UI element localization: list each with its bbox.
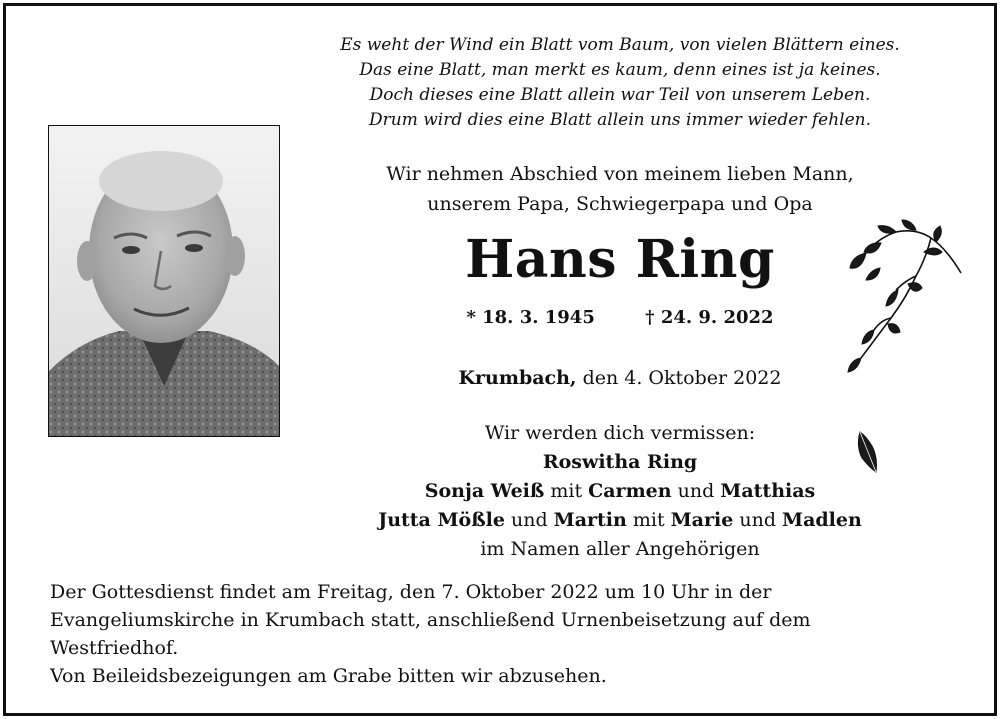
connector: mit [626, 509, 671, 531]
place: Krumbach, [458, 367, 577, 389]
deceased-name: Hans Ring [465, 229, 775, 290]
mourners-list [300, 419, 940, 564]
portrait-photo [48, 125, 280, 437]
mourner-name: Jutta Mößle [378, 509, 505, 531]
footer-line: Evangeliumskirche in Krumbach statt, anschließend Urnenbeisetzung auf dem [50, 609, 811, 631]
date: den 4. Oktober 2022 [576, 367, 782, 389]
mourner-name: Sonja Weiß [424, 480, 545, 502]
mourner-name: Madlen [782, 509, 862, 531]
service-information [50, 578, 950, 690]
leaf-branch-icon [836, 218, 966, 378]
mourner-line [300, 477, 940, 506]
mourners-intro: Wir werden dich vermissen: [484, 422, 756, 444]
mourner-line [300, 448, 940, 477]
connector: und [671, 480, 721, 502]
birth-date: * 18. 3. 1945 [466, 307, 595, 328]
mourner-name: Marie [670, 509, 734, 531]
poem [300, 33, 940, 133]
footer-line: Westfriedhof. [50, 637, 179, 659]
mourner-name: Matthias [720, 480, 816, 502]
poem-line: Es weht der Wind ein Blatt vom Baum, von vielen Blättern eines. [340, 35, 900, 55]
poem-line: Doch dieses eine Blatt allein war Teil von unserem Leben. [369, 85, 871, 105]
death-date: † 24. 9. 2022 [645, 307, 774, 328]
falling-leaf-icon [852, 428, 880, 476]
footer-line: Der Gottesdienst findet am Freitag, den 7. Oktober 2022 um 10 Uhr in der [50, 581, 772, 603]
mourner-name: Martin [553, 509, 627, 531]
mourner-name: Carmen [588, 480, 672, 502]
connector: und [504, 509, 554, 531]
mourner-line [300, 506, 940, 535]
farewell-intro [300, 159, 940, 219]
intro-line: Wir nehmen Abschied von meinem lieben Mann, [386, 163, 854, 185]
life-dates [320, 303, 920, 333]
footer-line: Von Beileidsbezeigungen am Grabe bitten wir abzusehen. [50, 665, 607, 687]
connector: mit [544, 480, 589, 502]
poem-line: Das eine Blatt, man merkt es kaum, denn eines ist ja keines. [359, 60, 881, 80]
connector: und [733, 509, 783, 531]
poem-line: Drum wird dies eine Blatt allein uns immer wieder fehlen. [368, 110, 871, 130]
intro-line: unserem Papa, Schwiegerpapa und Opa [427, 193, 813, 215]
mourner-name: Roswitha Ring [542, 451, 698, 473]
mourners-closing: im Namen aller Angehörigen [480, 538, 760, 560]
